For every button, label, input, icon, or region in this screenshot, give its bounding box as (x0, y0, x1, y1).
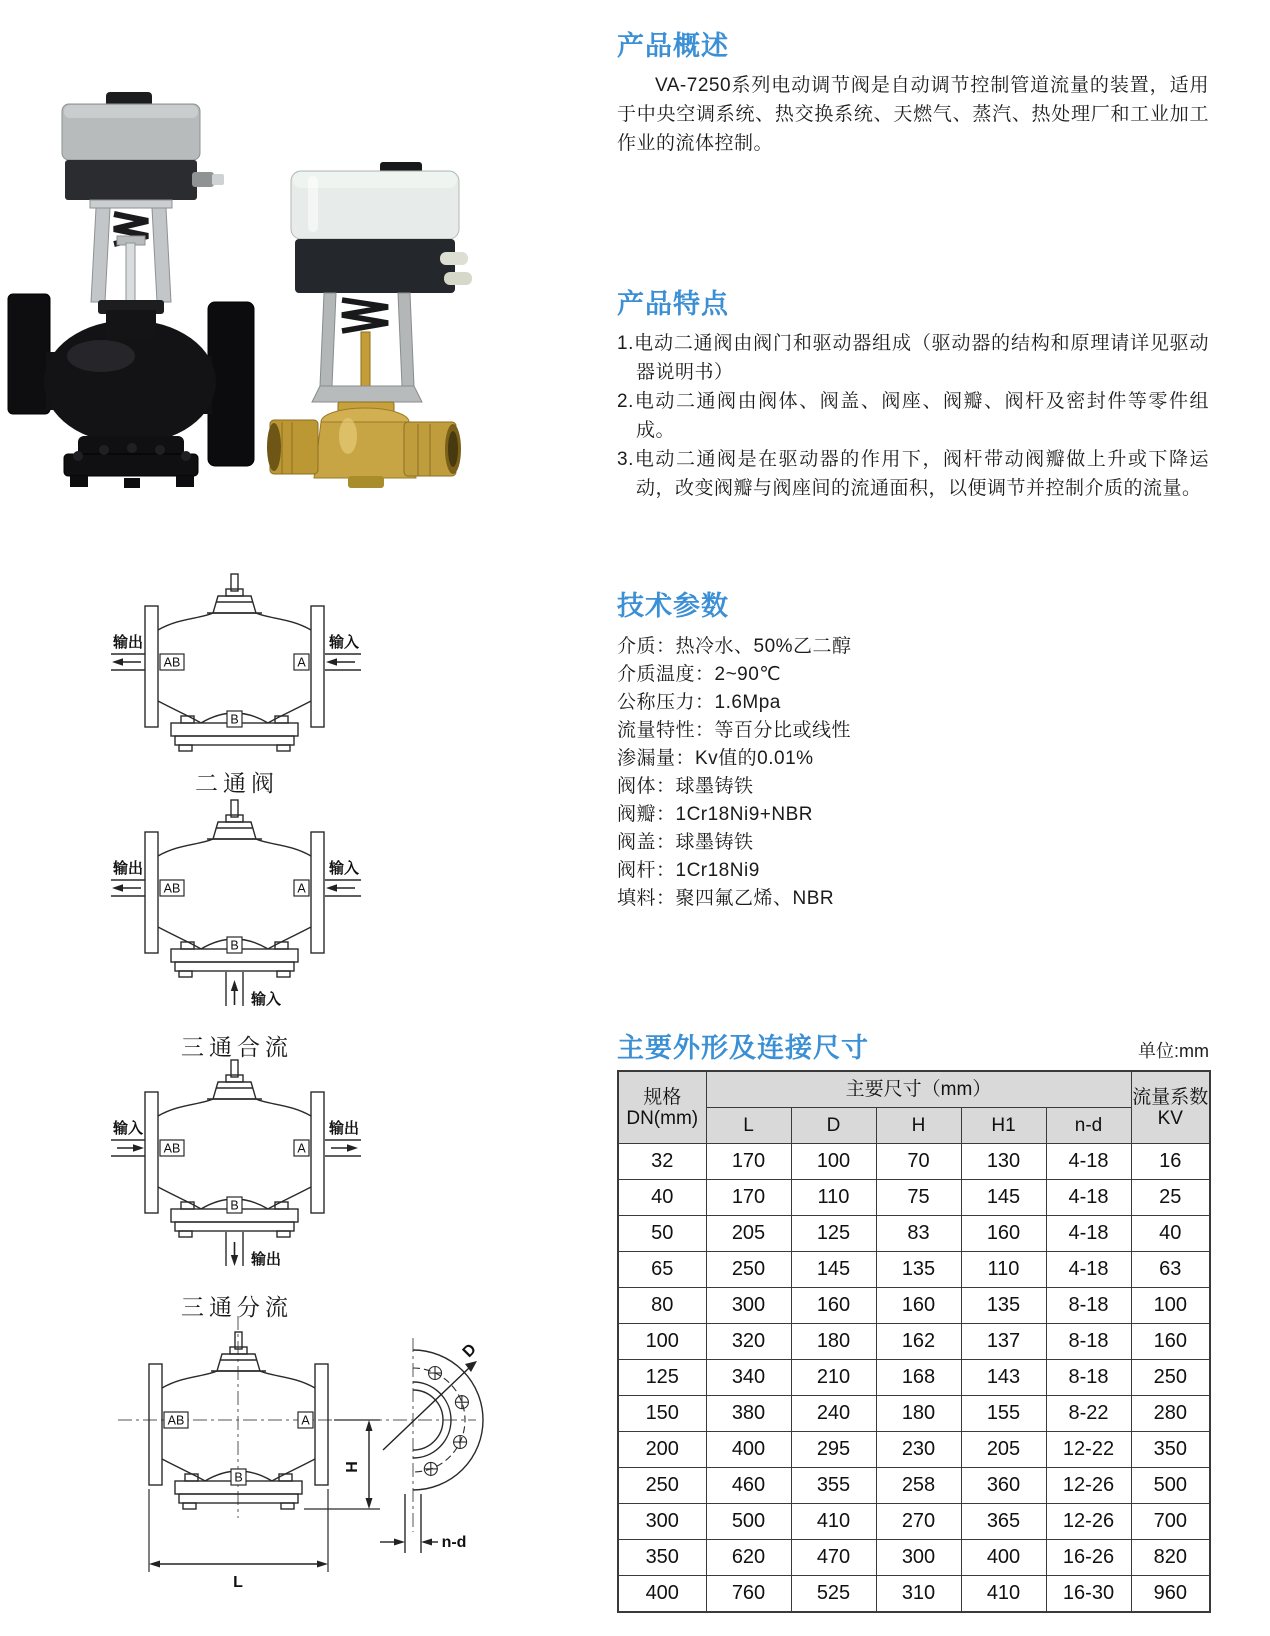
table-cell: 500 (706, 1504, 791, 1540)
flow-arrow-bottom (231, 1255, 238, 1266)
three-way-converge-diagram (107, 792, 367, 1062)
feature-item: 2.电动二通阀由阀体、阀盖、阀座、阀瓣、阀杆及密封件等零件组成。 (617, 391, 1209, 441)
diagram-caption: 三通合流 (181, 1034, 293, 1060)
product-photo-flanged-valve (6, 88, 256, 520)
table-cell: 110 (791, 1180, 876, 1216)
table-cell: 4-18 (1046, 1216, 1131, 1252)
dimensions-table (617, 1070, 1211, 1613)
table-cell: 180 (876, 1396, 961, 1432)
flow-label-in: 输入 (112, 1120, 144, 1137)
table-cell: 400 (961, 1540, 1046, 1576)
col-header-main-size: 主要尺寸（mm） (706, 1071, 1131, 1108)
table-row (618, 1468, 1210, 1504)
col-header-spec: 规格 DN(mm) (618, 1071, 706, 1144)
section-dimensions-header (617, 1026, 1209, 1065)
port-label-a: A (297, 655, 306, 670)
table-cell: 135 (876, 1252, 961, 1288)
table-cell: 410 (791, 1504, 876, 1540)
table-cell: 960 (1131, 1576, 1210, 1613)
tech-param: 阀体：球墨铸铁 (617, 776, 754, 797)
dim-label-l: L (233, 1574, 243, 1591)
table-cell: 240 (791, 1396, 876, 1432)
col-header-h1: H1 (961, 1108, 1046, 1144)
table-row (618, 1144, 1210, 1180)
port-label-ab: AB (167, 1413, 185, 1428)
table-cell: 135 (961, 1288, 1046, 1324)
flow-arrow-bottom (231, 980, 238, 991)
table-cell: 40 (618, 1180, 706, 1216)
table-cell: 162 (876, 1324, 961, 1360)
section-title-dimensions: 主要外形及连接尺寸 (617, 1033, 869, 1063)
table-cell: 360 (961, 1468, 1046, 1504)
table-cell: 170 (706, 1180, 791, 1216)
table-cell: 32 (618, 1144, 706, 1180)
table-cell: 250 (618, 1468, 706, 1504)
table-row (618, 1180, 1210, 1216)
feature-item: 3.电动二通阀是在驱动器的作用下，阀杆带动阀瓣做上升或下降运动，改变阀瓣与阀座间的流通面积，以便调节并控制介质的流量。 (617, 449, 1209, 499)
table-row (618, 1504, 1210, 1540)
table-cell: 4-18 (1046, 1252, 1131, 1288)
table-cell: 8-18 (1046, 1288, 1131, 1324)
port-label-b: B (230, 938, 239, 953)
table-cell: 145 (961, 1180, 1046, 1216)
flow-label-out: 输出 (112, 860, 144, 877)
table-cell: 125 (618, 1360, 706, 1396)
table-cell: 12-26 (1046, 1468, 1131, 1504)
table-cell: 300 (706, 1288, 791, 1324)
table-row (618, 1576, 1210, 1613)
port-label-b: B (234, 1470, 243, 1485)
table-cell: 100 (618, 1324, 706, 1360)
col-header-nd: n-d (1046, 1108, 1131, 1144)
table-cell: 295 (791, 1432, 876, 1468)
table-cell: 80 (618, 1288, 706, 1324)
port-label-ab: AB (163, 655, 181, 670)
section-title-features: 产品特点 (617, 289, 729, 319)
product-photo-threaded-valve (264, 160, 486, 522)
table-row (618, 1396, 1210, 1432)
tech-param: 介质温度：2~90℃ (617, 664, 782, 685)
valve-flange-left (8, 294, 50, 414)
table-row (618, 1252, 1210, 1288)
table-cell: 700 (1131, 1504, 1210, 1540)
three-way-diverge-diagram (107, 1052, 367, 1322)
diagram-caption: 二通阀 (195, 770, 279, 796)
tech-param: 填料：聚四氟乙烯、NBR (617, 888, 835, 909)
tech-param: 流量特性：等百分比或线性 (617, 720, 852, 741)
table-cell: 155 (961, 1396, 1046, 1432)
flow-label-in: 输入 (328, 860, 360, 877)
table-cell: 760 (706, 1576, 791, 1613)
table-cell: 300 (618, 1504, 706, 1540)
table-cell: 500 (1131, 1468, 1210, 1504)
port-label-b: B (230, 712, 239, 727)
table-row (618, 1432, 1210, 1468)
diagram-caption: 三通分流 (181, 1294, 293, 1320)
table-cell: 150 (618, 1396, 706, 1432)
table-cell: 300 (876, 1540, 961, 1576)
table-cell: 12-22 (1046, 1432, 1131, 1468)
table-cell: 168 (876, 1360, 961, 1396)
table-cell: 75 (876, 1180, 961, 1216)
col-header-l: L (706, 1108, 791, 1144)
port-label-ab: AB (163, 1141, 181, 1156)
port-label-ab: AB (163, 881, 181, 896)
table-cell: 310 (876, 1576, 961, 1613)
valve-body (314, 422, 416, 478)
dim-label-nd: n-d (441, 1534, 467, 1551)
table-cell: 460 (706, 1468, 791, 1504)
table-cell: 125 (791, 1216, 876, 1252)
table-cell: 160 (961, 1216, 1046, 1252)
table-cell: 270 (876, 1504, 961, 1540)
table-cell: 250 (706, 1252, 791, 1288)
table-cell: 355 (791, 1468, 876, 1504)
table-row (618, 1360, 1210, 1396)
table-cell: 160 (791, 1288, 876, 1324)
section-overview (617, 24, 1209, 158)
table-row (618, 1288, 1210, 1324)
tech-param: 阀盖：球墨铸铁 (617, 832, 754, 853)
table-cell: 180 (791, 1324, 876, 1360)
table-cell: 130 (961, 1144, 1046, 1180)
table-cell: 12-26 (1046, 1504, 1131, 1540)
table-cell: 365 (961, 1504, 1046, 1540)
table-cell: 820 (1131, 1540, 1210, 1576)
table-cell: 8-22 (1046, 1396, 1131, 1432)
dim-label-d: D (459, 1340, 480, 1361)
table-cell: 100 (791, 1144, 876, 1180)
tech-param: 介质：热冷水、50%乙二醇 (617, 636, 852, 657)
table-cell: 100 (1131, 1288, 1210, 1324)
table-cell: 200 (618, 1432, 706, 1468)
table-cell: 16 (1131, 1144, 1210, 1180)
table-cell: 50 (618, 1216, 706, 1252)
table-cell: 25 (1131, 1180, 1210, 1216)
section-tech-params (617, 584, 1209, 913)
dim-arrow (149, 1561, 160, 1568)
table-cell: 8-18 (1046, 1324, 1131, 1360)
table-cell: 205 (961, 1432, 1046, 1468)
table-cell: 63 (1131, 1252, 1210, 1288)
flow-arrow-right (347, 1144, 358, 1152)
cable-gland (192, 172, 214, 187)
dim-arrow (366, 1498, 373, 1509)
table-cell: 4-18 (1046, 1144, 1131, 1180)
table-cell: 110 (961, 1252, 1046, 1288)
col-header-kv: 流量系数 KV (1131, 1071, 1210, 1144)
flow-arrow-left (112, 884, 123, 892)
table-cell: 250 (1131, 1360, 1210, 1396)
tech-param: 阀杆：1Cr18Ni9 (617, 860, 760, 881)
table-cell: 400 (618, 1576, 706, 1613)
table-cell: 410 (961, 1576, 1046, 1613)
tech-param: 公称压力：1.6Mpa (617, 692, 781, 713)
flow-label-out: 输出 (328, 1120, 360, 1137)
table-cell: 230 (876, 1432, 961, 1468)
flow-arrow-right (326, 884, 337, 892)
two-way-valve-diagram (107, 566, 367, 798)
table-cell: 350 (618, 1540, 706, 1576)
section-title-overview: 产品概述 (617, 31, 729, 61)
section-features (617, 282, 1209, 503)
flow-label-bottom: 输出 (251, 1251, 282, 1268)
cable-gland (440, 252, 468, 265)
flow-arrow-left (133, 1144, 144, 1152)
tech-param: 阀瓣：1Cr18Ni9+NBR (617, 804, 813, 825)
table-cell: 210 (791, 1360, 876, 1396)
col-header-d: D (791, 1108, 876, 1144)
table-cell: 16-30 (1046, 1576, 1131, 1613)
table-row (618, 1324, 1210, 1360)
table-cell: 65 (618, 1252, 706, 1288)
flow-arrow-left (112, 658, 123, 666)
overview-paragraph: VA-7250系列电动调节阀是自动调节控制管道流量的装置，适用于中央空调系统、热交换系统、天燃气、蒸汽、热处理厂和工业加工作业的流体控制。 (617, 75, 1209, 154)
unit-label: 单位:mm (1138, 1041, 1209, 1061)
flow-label-in: 输入 (328, 634, 360, 651)
col-header-h: H (876, 1108, 961, 1144)
section-title-tech-params: 技术参数 (617, 591, 729, 621)
dim-arrow (421, 1539, 432, 1546)
table-cell: 470 (791, 1540, 876, 1576)
table-cell: 380 (706, 1396, 791, 1432)
table-cell: 170 (706, 1144, 791, 1180)
port-label-a: A (297, 1141, 306, 1156)
flow-label-bottom: 输入 (251, 991, 282, 1008)
table-cell: 340 (706, 1360, 791, 1396)
table-cell: 70 (876, 1144, 961, 1180)
table-row (618, 1216, 1210, 1252)
table-cell: 145 (791, 1252, 876, 1288)
dimension-drawing (88, 1310, 488, 1610)
dim-arrow (366, 1420, 373, 1431)
table-cell: 280 (1131, 1396, 1210, 1432)
table-cell: 137 (961, 1324, 1046, 1360)
table-cell: 258 (876, 1468, 961, 1504)
table-cell: 8-18 (1046, 1360, 1131, 1396)
dim-label-h: H (344, 1461, 361, 1473)
feature-item: 1.电动二通阀由阀门和驱动器组成（驱动器的结构和原理请详见驱动器说明书） (617, 333, 1209, 383)
table-cell: 400 (706, 1432, 791, 1468)
table-cell: 16-26 (1046, 1540, 1131, 1576)
table-cell: 143 (961, 1360, 1046, 1396)
tech-param: 渗漏量：Kv值的0.01% (617, 748, 814, 769)
table-cell: 160 (1131, 1324, 1210, 1360)
table-cell: 525 (791, 1576, 876, 1613)
table-cell: 205 (706, 1216, 791, 1252)
flow-label-out: 输出 (112, 634, 144, 651)
table-cell: 620 (706, 1540, 791, 1576)
dim-arrow (317, 1561, 328, 1568)
table-cell: 320 (706, 1324, 791, 1360)
table-cell: 160 (876, 1288, 961, 1324)
port-label-a: A (297, 881, 306, 896)
port-label-a: A (301, 1413, 310, 1428)
table-cell: 40 (1131, 1216, 1210, 1252)
flow-arrow-right (326, 658, 337, 666)
actuator-spring (342, 300, 388, 331)
port-label-b: B (230, 1198, 239, 1213)
table-cell: 83 (876, 1216, 961, 1252)
table-cell: 4-18 (1046, 1180, 1131, 1216)
dim-arrow (394, 1539, 405, 1546)
cable-gland (444, 272, 472, 285)
table-cell: 350 (1131, 1432, 1210, 1468)
table-row (618, 1540, 1210, 1576)
